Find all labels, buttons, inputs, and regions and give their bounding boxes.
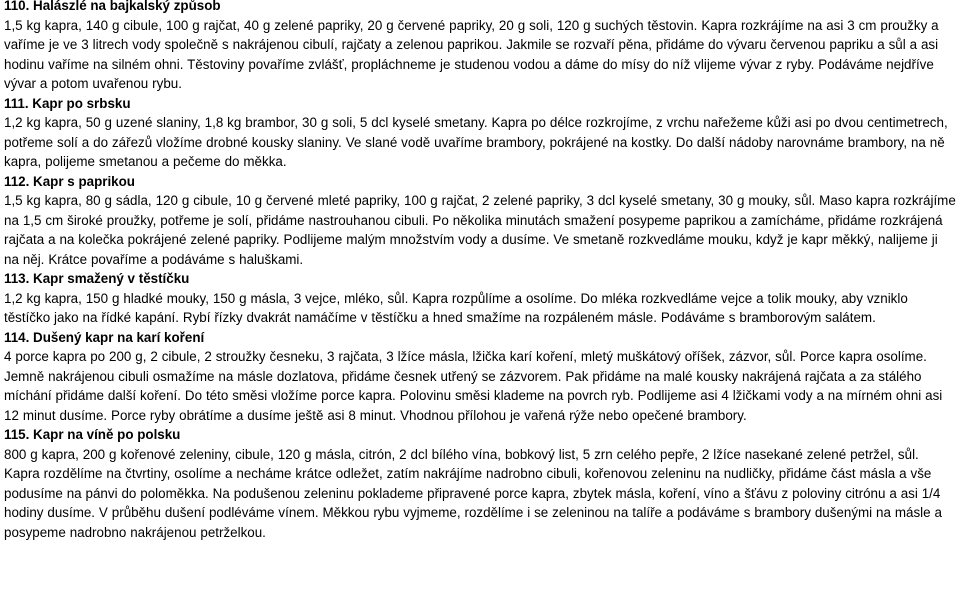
- recipe-title-111: 111. Kapr po srbsku: [4, 95, 131, 111]
- recipe-body-114: 4 porce kapra po 200 g, 2 cibule, 2 stroužky česneku, 3 rajčata, 3 lžíce másla, lžička karí koření, mletý muškátový oříšek, zázvor, sůl. Porce kapra osolíme. Jemně nakrájenou cibuli osmažíme na másle dozlatova, přidáme česnek utřený se zázvorem. Pak přidáme na malé kousky nakrájená rajčata a za stálého míchání přidáme další koření. Do této směsi vložíme porce kapra. Polovinu směsi klademe na povrch ryb. Podlijeme asi 4 lžičkami vody a na mírném ohni asi 12 minut dusíme. Porce ryby obrátíme a dusíme ještě asi 8 minut. Vhodnou přílohou je vařená rýže nebo opečené brambory.: [4, 349, 943, 423]
- recipe-title-110: 110. Halászlé na bajkalský způsob: [4, 0, 221, 13]
- recipe-title-113: 113. Kapr smažený v těstíčku: [4, 271, 190, 286]
- recipe-body-115: 800 g kapra, 200 g kořenové zeleniny, cibule, 120 g másla, citrón, 2 dcl bílého vína, bobkový list, 5 zrn celého pepře, 2 lžíce nasekané zelené petržel, sůl. Kapra rozdělíme na čtvrtiny, osolíme a necháme krátce odležet, zatím nakrájíme nadrobno cibuli, kořenovou zeleninu na nudličky, přidáme část másla a vše podusíme na pánvi do poloměkka. Na podušenou zeleninu poklademe připravené porce kapra, zbytek másla, koření, víno a šťávu z poloviny citrónu a asi 1/4 hodiny dusíme. V průběhu dušení podléváme vínem. Měkkou rybu vyjmeme, rozdělíme i se zeleninou na talíře a podáváme s brambory dušenými na másle a posypeme nadrobno nakrájenou petrželkou.: [4, 446, 942, 540]
- recipe-title-115: 115. Kapr na víně po polsku: [4, 427, 181, 442]
- recipe-body-111: 1,2 kg kapra, 50 g uzené slaniny, 1,8 kg brambor, 30 g soli, 5 dcl kyselé smetany. Kapra po délce rozkrojíme, z vrchu nařežeme kůži asi po dvou centimetrech, potřeme solí a do zářezů vložíme drobné kousky slaniny. Ve slané vodě uvaříme brambory, pokrájené na kostky. Do další nádoby narovnáme brambory, na ně kapra, polijeme smetanou a pečeme do měkka.: [4, 115, 948, 169]
- recipe-title-114: 114. Dušený kapr na karí koření: [4, 329, 205, 345]
- recipe-title-112: 112. Kapr s paprikou: [4, 173, 135, 189]
- recipe-body-112: 1,5 kg kapra, 80 g sádla, 120 g cibule, 10 g červené mleté papriky, 100 g rajčat, 2 zelené papriky, 3 dcl kyselé smetany, 30 g mouky, sůl. Maso kapra rozkrájíme na 1,5 cm široké proužky, potřeme je solí, přidáme nastrouhanou cibuli. Po několika minutách smažení posypeme paprikou a zamícháme, přidáme rozkrájená rajčata a na kolečka pokrájené zelené papriky. Podlijeme malým množstvím vody a dusíme. Ve smetaně rozkvedláme mouku, když je kapr měkký, nalijeme ji na něj. Krátce povaříme a podáváme s haluškami.: [4, 193, 956, 267]
- recipe-body-113: 1,2 kg kapra, 150 g hladké mouky, 150 g másla, 3 vejce, mléko, sůl. Kapra rozpůlíme a osolíme. Do mléka rozkvedláme vejce a tolik mouky, aby vzniklo těstíčko jako na řídké kapání. Rybí řízky dvakrát namáčíme v těstíčku a hned smažíme na rozpáleném másle. Podáváme s bramborovým salátem.: [4, 290, 908, 325]
- recipe-body-110: 1,5 kg kapra, 140 g cibule, 100 g rajčat, 40 g zelené papriky, 20 g červené papriky, 20 g soli, 120 g suchých těstovin. Kapra rozkrájíme na asi 3 cm proužky a vaříme je ve 3 litrech vody společně s nakrájenou cibulí, rajčaty a zelenou paprikou. Jakmile se rozvaří pěna, přidáme do vývaru červenou papriku a sůl a asi hodinu vaříme na silném ohni. Těstoviny povaříme zvlášť, propláchneme je studenou vodou a dáme do mísy do níž vlijeme vývar z ryby. Podáváme nejdříve vývar a potom uvařenou rybu.: [4, 17, 939, 91]
